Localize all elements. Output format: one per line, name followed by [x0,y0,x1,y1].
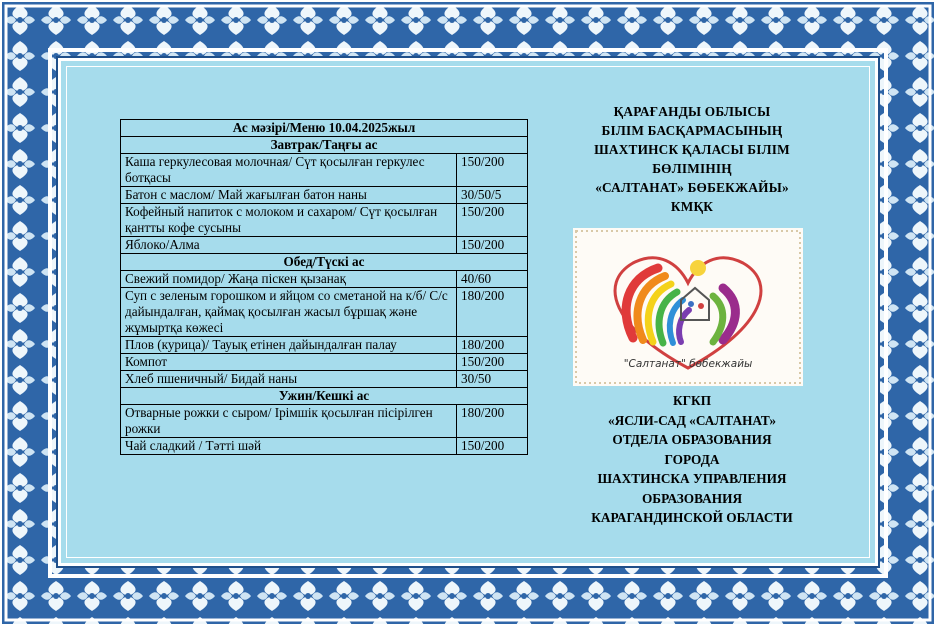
dish-name: Кофейный напиток с молоком и сахаром/ Сүт қосылған қантты кофе сусыны [121,204,457,237]
table-row [121,154,528,187]
menu-title-row [121,120,528,137]
org-kz-line: КМҚК [670,199,714,214]
menu-table [120,119,528,455]
table-row [121,405,528,438]
section-row [121,137,528,154]
table-row [121,271,528,288]
dish-amount: 30/50 [457,371,528,388]
dish-amount: 150/200 [457,204,528,237]
table-row [121,187,528,204]
dish-name: Чай сладкий / Тәтті шәй [121,438,457,455]
dish-amount: 180/200 [457,288,528,337]
dish-name: Свежий помидор/ Жаңа піскен қызанақ [121,271,457,288]
section-lunch: Обед/Түскі ас [121,254,528,271]
org-ru-line: ШАХТИНСКА УПРАВЛЕНИЯ [597,471,787,486]
section-row [121,388,528,405]
section-dinner: Ужин/Кешкі ас [121,388,528,405]
table-row [121,438,528,455]
table-row [121,204,528,237]
org-kz-line: ШАХТИНСК ҚАЛАСЫ БІЛІМ [594,142,790,157]
table-row [121,354,528,371]
table-row [121,237,528,254]
org-ru-line: ОТДЕЛА ОБРАЗОВАНИЯ [612,432,772,447]
dish-amount: 150/200 [457,237,528,254]
org-kz-line: БІЛІМ БАСҚАРМАСЫНЫҢ [601,123,783,138]
section-row [121,254,528,271]
org-ru-line: ГОРОДА [664,451,720,467]
dish-name: Яблоко/Алма [121,237,457,254]
table-row [121,337,528,354]
org-ru-line: КГКП [672,393,712,408]
org-ru-line: ОБРАЗОВАНИЯ [641,490,743,506]
dish-amount: 180/200 [457,337,528,354]
org-name-russian [560,391,824,528]
section-breakfast: Завтрак/Таңғы ас [121,137,528,154]
dish-name: Компот [121,354,457,371]
menu-title: Ас мәзірі/Меню 10.04.2025жыл [121,120,528,137]
logo-caption: "Салтанат" бөбекжайы [623,358,753,370]
dish-amount: 150/200 [457,354,528,371]
kindergarten-logo [573,228,803,386]
org-ru-line: КАРАГАНДИНСКОЙ ОБЛАСТИ [591,510,793,525]
dish-amount: 150/200 [457,154,528,187]
dish-amount: 40/60 [457,271,528,288]
table-row [121,371,528,388]
dish-name: Плов (курица)/ Тауық етінен дайындалған палау [121,337,457,354]
org-kz-line: ҚАРАҒАНДЫ ОБЛЫСЫ [613,104,771,119]
org-kz-line: «САЛТАНАТ» БӨБЕКЖАЙЫ» [595,180,789,195]
dish-name: Суп с зеленым горошком и яйцом со сметаной на к/б/ С/с дайындалған, қаймақ қосылған жасыл бұршақ және жұмыртқа көжесі [121,288,457,337]
org-kz-line: БӨЛІМІНІҢ [652,161,732,176]
dish-name: Каша геркулесовая молочная/ Сүт қосылған геркулес ботқасы [121,154,457,187]
dish-amount: 150/200 [457,438,528,455]
dish-amount: 30/50/5 [457,187,528,204]
dish-amount: 180/200 [457,405,528,438]
dish-name: Батон с маслом/ Май жағылған батон наны [121,187,457,204]
table-row [121,288,528,337]
org-ru-line: «ЯСЛИ-САД «САЛТАНАТ» [607,412,777,428]
dish-name: Отварные рожки с сыром/ Ірімшік қосылған пісірілген рожки [121,405,457,438]
dish-name: Хлеб пшеничный/ Бидай наны [121,371,457,388]
org-name-kazakh [560,102,824,216]
